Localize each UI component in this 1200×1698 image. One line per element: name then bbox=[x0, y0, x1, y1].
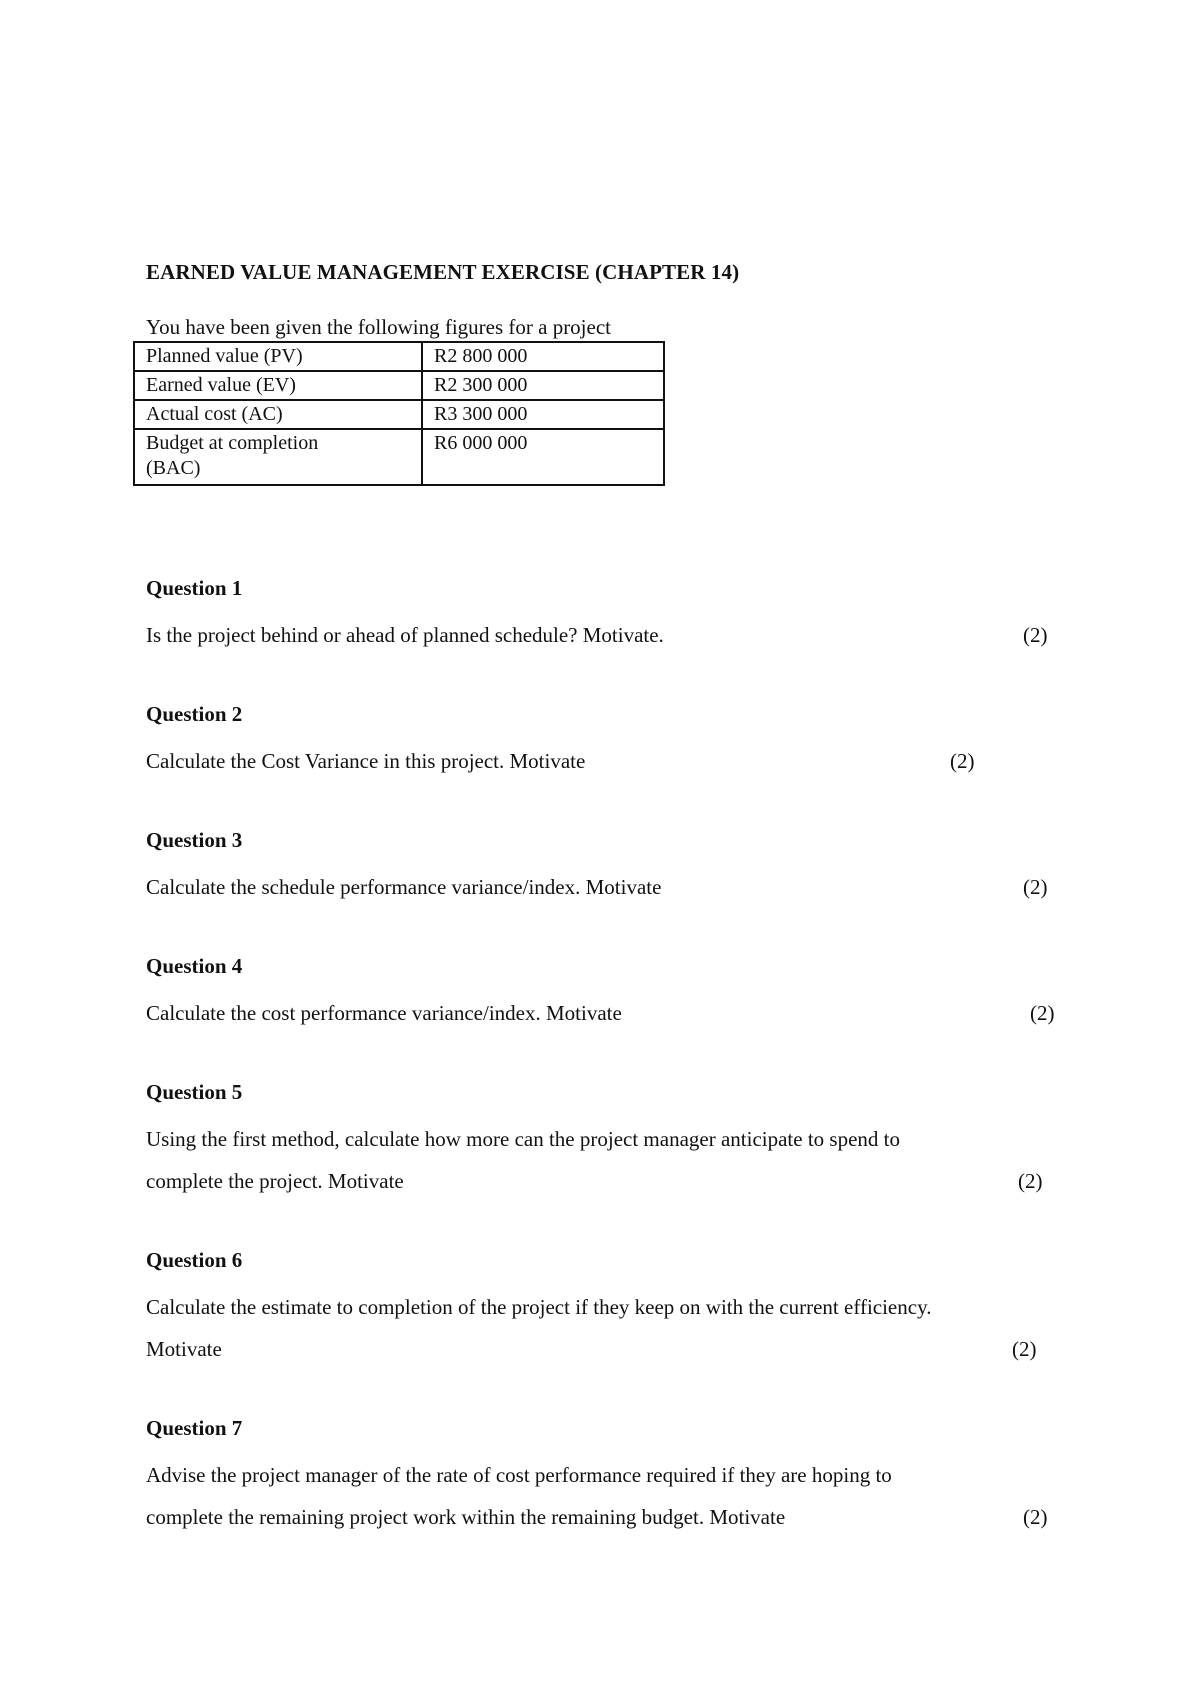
question-heading: Question 2 bbox=[146, 702, 243, 726]
question-text bbox=[146, 1496, 1056, 1538]
intro-text: You have been given the following figures for a project bbox=[146, 315, 611, 339]
question-heading: Question 6 bbox=[146, 1248, 243, 1272]
table-row bbox=[134, 342, 664, 371]
question-heading: Question 4 bbox=[146, 954, 243, 978]
question-marks: (2) bbox=[1012, 1337, 1037, 1361]
question-heading: Question 1 bbox=[146, 576, 243, 600]
question-7 bbox=[146, 1414, 1056, 1538]
question-marks: (2) bbox=[1023, 623, 1048, 647]
question-text-line: Calculate the Cost Variance in this project. Motivate bbox=[146, 749, 586, 773]
question-text bbox=[146, 1118, 1056, 1160]
figure-label-line: (BAC) bbox=[146, 457, 201, 479]
question-text-line: Motivate bbox=[146, 1337, 222, 1361]
question-text-line: Calculate the estimate to completion of the project if they keep on with the current efficiency. bbox=[146, 1295, 932, 1319]
question-4 bbox=[146, 952, 1056, 1034]
figure-label: Earned value (EV) bbox=[134, 371, 422, 400]
question-text bbox=[146, 1328, 1056, 1370]
question-3 bbox=[146, 826, 1056, 908]
figure-label bbox=[134, 429, 422, 485]
question-text bbox=[146, 1160, 1056, 1202]
document-title: EARNED VALUE MANAGEMENT EXERCISE (CHAPTER 14) bbox=[146, 260, 740, 284]
question-heading: Question 3 bbox=[146, 828, 243, 852]
question-text bbox=[146, 740, 1056, 782]
question-6 bbox=[146, 1246, 1056, 1370]
table-row bbox=[134, 400, 664, 429]
question-text bbox=[146, 992, 1056, 1034]
question-heading: Question 7 bbox=[146, 1416, 243, 1440]
figure-value: R6 000 000 bbox=[422, 429, 664, 485]
project-figures-table bbox=[133, 341, 665, 486]
question-text-line: Calculate the schedule performance variance/index. Motivate bbox=[146, 875, 662, 899]
figure-label: Actual cost (AC) bbox=[134, 400, 422, 429]
question-text-line: complete the remaining project work within the remaining budget. Motivate bbox=[146, 1505, 786, 1529]
figure-value: R3 300 000 bbox=[422, 400, 664, 429]
question-text-line: Using the first method, calculate how more can the project manager anticipate to spend to bbox=[146, 1127, 900, 1151]
question-text bbox=[146, 1454, 1056, 1496]
figure-value: R2 300 000 bbox=[422, 371, 664, 400]
figure-label: Planned value (PV) bbox=[134, 342, 422, 371]
figure-value: R2 800 000 bbox=[422, 342, 664, 371]
question-text bbox=[146, 866, 1056, 908]
question-marks: (2) bbox=[1023, 1505, 1048, 1529]
question-text bbox=[146, 614, 1056, 656]
question-text bbox=[146, 1286, 1056, 1328]
question-marks: (2) bbox=[1018, 1169, 1043, 1193]
table-row bbox=[134, 429, 664, 485]
question-marks: (2) bbox=[1030, 1001, 1055, 1025]
figure-label-line: Budget at completion bbox=[146, 432, 319, 454]
question-text-line: Calculate the cost performance variance/index. Motivate bbox=[146, 1001, 622, 1025]
question-text-line: Is the project behind or ahead of planned schedule? Motivate. bbox=[146, 623, 664, 647]
question-heading: Question 5 bbox=[146, 1080, 243, 1104]
question-2 bbox=[146, 700, 1056, 782]
table-row bbox=[134, 371, 664, 400]
question-1 bbox=[146, 574, 1056, 656]
question-marks: (2) bbox=[1023, 875, 1048, 899]
question-5 bbox=[146, 1078, 1056, 1202]
question-marks: (2) bbox=[950, 749, 975, 773]
question-text-line: Advise the project manager of the rate of cost performance required if they are hoping to bbox=[146, 1463, 892, 1487]
question-text-line: complete the project. Motivate bbox=[146, 1169, 404, 1193]
